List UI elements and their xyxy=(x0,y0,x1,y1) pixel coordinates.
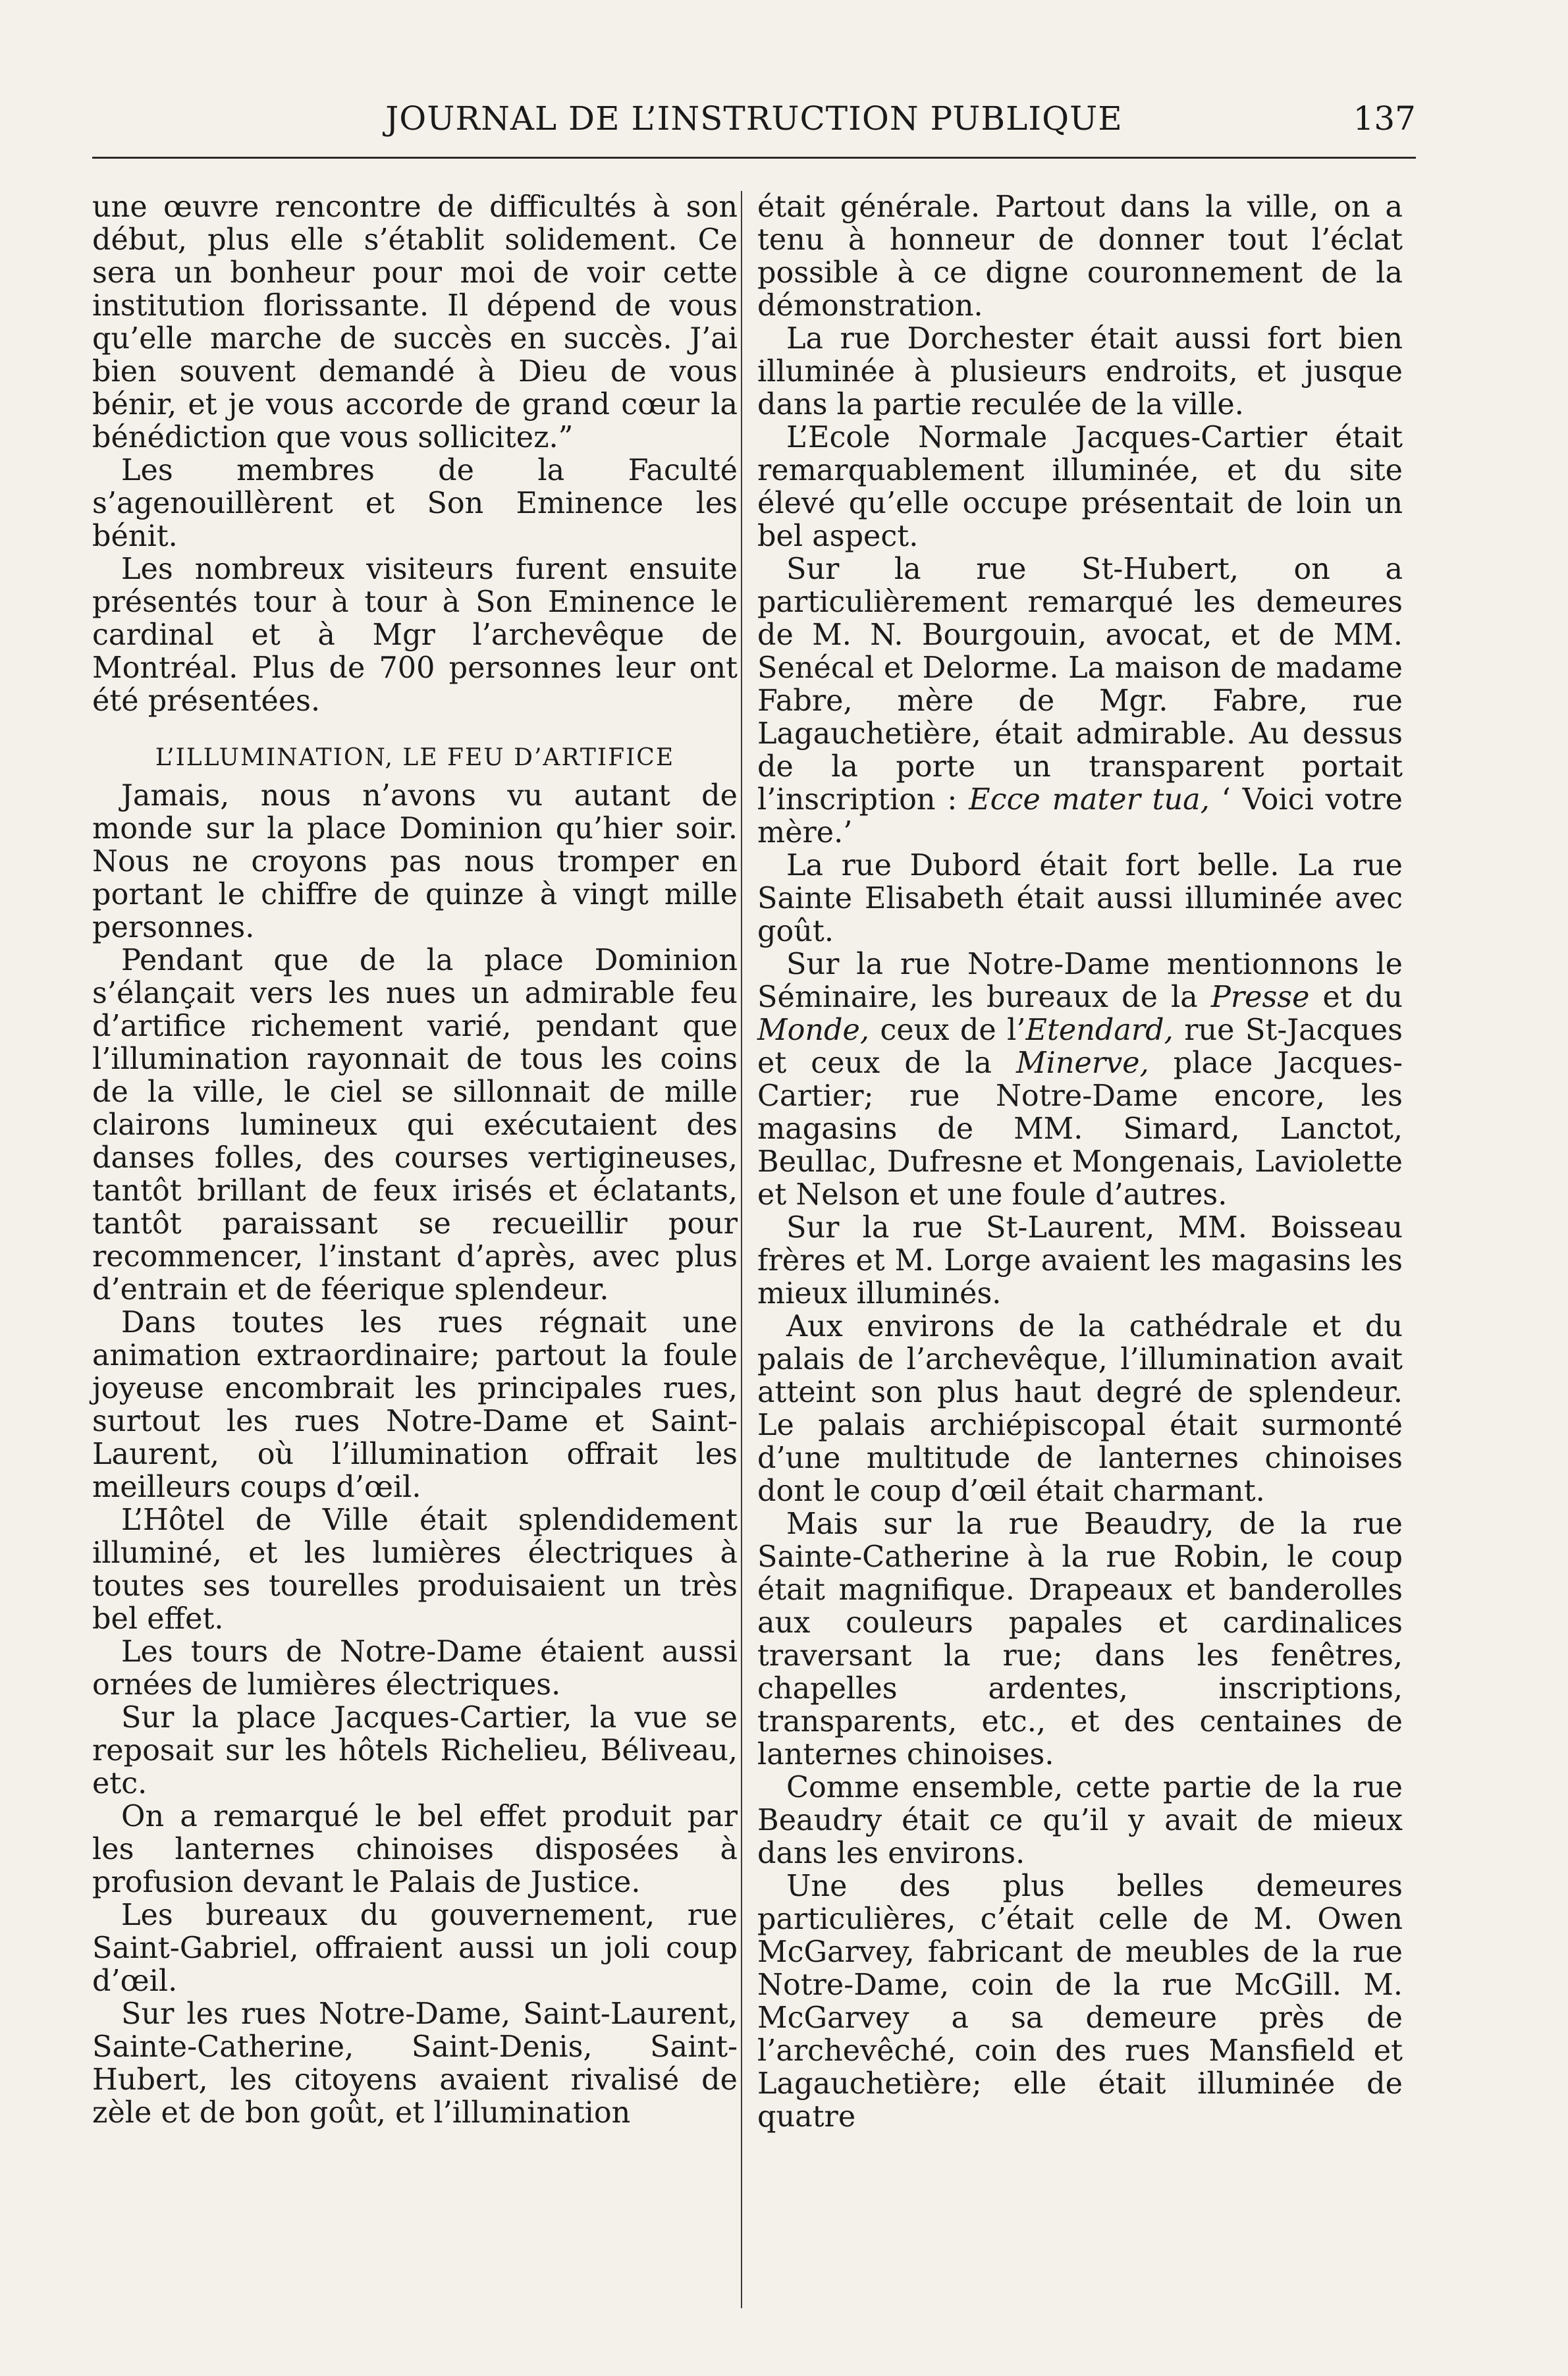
paragraph: Mais sur la rue Beaudry, de la rue Sainte-Catherine à la rue Robin, le coup était magnifique. Drapeaux et banderolles aux couleurs papales et cardinalices traversant la rue; dans les fenêtres, chapelles ardentes, inscriptions, transparents, etc., et des centaines de lanternes chinoises. xyxy=(757,1507,1403,1771)
paragraph: Aux environs de la cathédrale et du palais de l’archevêque, l’illumination avait atteint son plus haut degré de splendeur. Le palais archiépiscopal était surmonté d’une multitude de lanternes chinoises dont le coup d’œil était charmant. xyxy=(757,1310,1403,1508)
paragraph: Les membres de la Faculté s’agenouillèrent et Son Eminence les bénit. xyxy=(92,454,738,553)
text-run: Sur la rue St-Hubert, on a particulièrement remarqué les demeures de M. N. Bourgouin, avocat, et de MM. Senécal et Delorme. La maison de madame Fabre, mère de Mgr. Fabre, rue Lagauchetière, était admirable. Au dessus de la porte un transparent portait l’inscription : xyxy=(757,553,1403,817)
journal-title: JOURNAL DE L’INSTRUCTION PUBLIQUE xyxy=(385,99,1123,138)
paragraph: L’Hôtel de Ville était splendidement illuminé, et les lumières électriques à toutes ses tourelles produisaient un très bel effet. xyxy=(92,1503,738,1636)
paragraph: On a remarqué le bel effet produit par les lanternes chinoises disposées à profusion devant le Palais de Justice. xyxy=(92,1800,738,1899)
section-heading: L’ILLUMINATION, LE FEU D’ARTIFICE xyxy=(155,744,675,771)
paragraph: Pendant que de la place Dominion s’élançait vers les nues un admirable feu d’artifice richement varié, pendant que l’illumination rayonnait de tous les coins de la ville, le ciel se sillonnait de mille clairons lumineux qui exécutaient des danses folles, des courses vertigineuses, tantôt brillant de feux irisés et éclatants, tantôt paraissant se recueillir pour recommencer, l’instant d’après, avec plus d’entrain et de féerique splendeur. xyxy=(92,944,738,1307)
paragraph xyxy=(757,553,1403,850)
paragraph: était générale. Partout dans la ville, on a tenu à honneur de donner tout l’éclat possible à ce digne couronnement de la démonstration. xyxy=(757,190,1403,323)
running-header xyxy=(92,92,1416,145)
latin-inscription: Ecce mater tua, xyxy=(969,783,1210,817)
newspaper-name: Presse xyxy=(1210,981,1310,1014)
paragraph: Sur la place Jacques-Cartier, la vue se reposait sur les hôtels Richelieu, Béliveau, etc. xyxy=(92,1701,738,1800)
paragraph: Les bureaux du gouvernement, rue Saint-Gabriel, offraient aussi un joli coup d’œil. xyxy=(92,1899,738,1998)
paragraph: une œuvre rencontre de difficultés à son début, plus elle s’établit solidement. Ce sera un bonheur pour moi de voir cette institution florissante. Il dépend de vous qu’elle marche de succès en succès. J’ai bien souvent demandé à Dieu de vous bénir, et je vous accorde de grand cœur la bénédiction que vous sollicitez.” xyxy=(92,190,738,454)
newspaper-name: Etendard, xyxy=(1025,1013,1174,1047)
paragraph: Dans toutes les rues régnait une animation extraordinaire; partout la foule joyeuse encombrait les principales rues, surtout les rues Notre-Dame et Saint-Laurent, où l’illumination offrait les meilleurs coups d’œil. xyxy=(92,1306,738,1504)
left-column xyxy=(92,191,738,2130)
paragraph: Les tours de Notre-Dame étaient aussi ornées de lumières électriques. xyxy=(92,1635,738,1702)
right-column xyxy=(757,191,1403,2134)
newspaper-name: Monde, xyxy=(757,1013,869,1047)
paragraph: L’Ecole Normale Jacques-Cartier était remarquablement illuminée, et du site élevé qu’elle occupe présentait de loin un bel aspect. xyxy=(757,421,1403,553)
paragraph: La rue Dorchester était aussi fort bien illuminée à plusieurs endroits, et jusque dans la partie reculée de la ville. xyxy=(757,322,1403,421)
paragraph: Les nombreux visiteurs furent ensuite présentés tour à tour à Son Eminence le cardinal et à Mgr l’archevêque de Montréal. Plus de 700 personnes leur ont été présentées. xyxy=(92,553,738,718)
paragraph: Une des plus belles demeures particulières, c’était celle de M. Owen McGarvey, fabricant de meubles de la rue Notre-Dame, coin de la rue McGill. M. McGarvey a sa demeure près de l’archevêché, coin des rues Mansfield et Lagauchetière; elle était illuminée de quatre xyxy=(757,1870,1403,2134)
page-number: 137 xyxy=(1353,99,1416,138)
header-rule xyxy=(92,157,1416,159)
text-run: place Jacques-Cartier; rue Notre-Dame encore, les magasins de MM. Simard, Lanctot, Beullac, Dufresne et Mongenais, Laviolette et Nelson et une foule d’autres. xyxy=(757,1046,1403,1212)
paragraph: Sur la rue St-Laurent, MM. Boisseau frères et M. Lorge avaient les magasins les mieux illuminés. xyxy=(757,1211,1403,1310)
text-run: rue St-Jacques et ceux de la xyxy=(757,1013,1403,1080)
paragraph xyxy=(757,948,1403,1212)
text-run: et du xyxy=(1322,981,1403,1014)
text-run: ‘ Voici votre mère.’ xyxy=(757,783,1403,850)
paragraph: Sur les rues Notre-Dame, Saint-Laurent, Sainte-Catherine, Saint-Denis, Saint-Hubert, les citoyens avaient rivalisé de zèle et de bon goût, et l’illumination xyxy=(92,1997,738,2130)
paragraph: Comme ensemble, cette partie de la rue Beaudry était ce qu’il y avait de mieux dans les environs. xyxy=(757,1771,1403,1870)
paragraph: La rue Dubord était fort belle. La rue Sainte Elisabeth était aussi illuminée avec goût. xyxy=(757,849,1403,948)
column-divider xyxy=(741,191,742,2308)
newspaper-name: Minerve, xyxy=(1016,1046,1149,1080)
text-run: Sur la rue Notre-Dame mentionnons le Séminaire, les bureaux de la xyxy=(757,948,1403,1014)
paragraph: Jamais, nous n’avons vu autant de monde sur la place Dominion qu’hier soir. Nous ne croyons pas nous tromper en portant le chiffre de quinze à vingt mille personnes. xyxy=(92,779,738,944)
text-run: ceux de l’ xyxy=(880,1013,1026,1047)
